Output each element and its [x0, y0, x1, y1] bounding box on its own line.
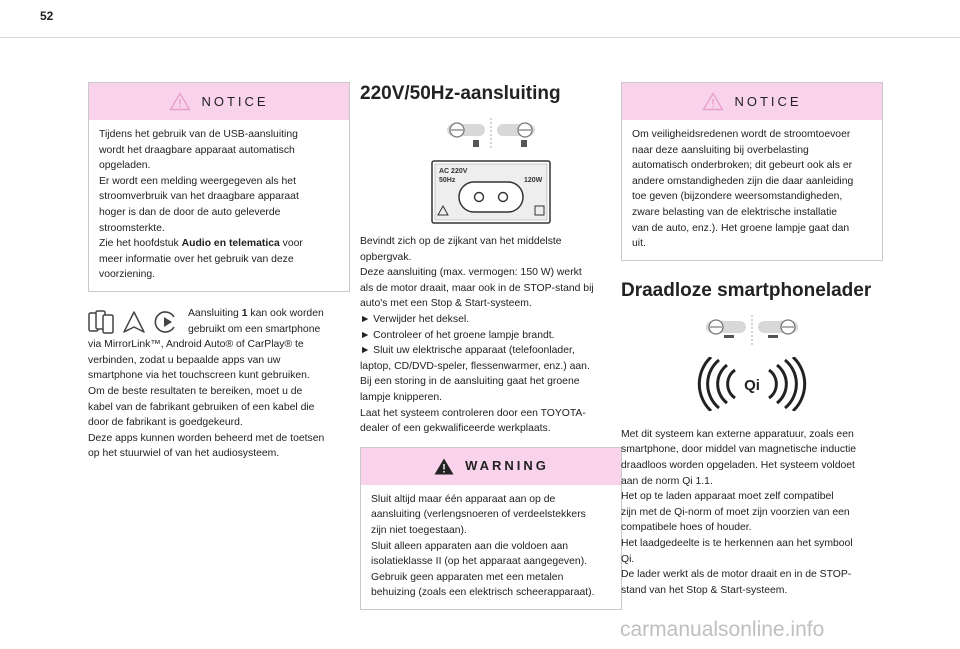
text-line: Deze apps kunnen worden beheerd met de toetsen — [88, 432, 325, 444]
text-line: gebruikt om een smartphone — [188, 323, 321, 335]
text-line: stroomsterkte. — [99, 222, 165, 234]
warning-triangle-icon — [169, 92, 191, 111]
watermark-link[interactable]: carmanualsonline.info — [620, 618, 825, 641]
section-heading: Draadloze smartphonelader — [621, 279, 872, 301]
power-socket-icon — [431, 160, 551, 224]
wireless-charging-icon — [697, 357, 807, 411]
text-line: isolatieklasse II (op het apparaat aangegeven). — [371, 556, 588, 568]
text-line: opgeladen. — [99, 160, 151, 172]
text-line: voorziening. — [99, 269, 156, 281]
text-line: Het op te laden apparaat moet zelf compatibel — [621, 491, 834, 503]
notice-body — [622, 120, 882, 260]
text-line: Met dit systeem kan externe apparatuur, zoals een — [621, 428, 854, 440]
text-line: via MirrorLink™, Android Auto® of CarPlay® te — [88, 339, 304, 351]
warning-header — [361, 448, 621, 485]
text-line: Laat het systeem controleren door een TOYOTA- — [360, 407, 586, 419]
dashboard-icon — [411, 116, 571, 152]
text-line: meer informatie over het gebruik van deze — [99, 253, 294, 265]
text-span: Aansluiting — [188, 307, 242, 319]
text-line: De lader werkt als de motor draait en in de STOP- — [621, 569, 852, 581]
text-line: naar deze aansluiting bij overbelasting — [632, 144, 809, 156]
text-line: Het laadgedeelte is te herkennen aan het symbool — [621, 537, 853, 549]
warning-body — [361, 485, 621, 609]
column-left — [88, 82, 350, 462]
text-line: kabel van de fabrikant gebruiken of een kabel die — [88, 401, 315, 413]
text-line: op het stuurwiel of van het audiosysteem. — [88, 448, 280, 460]
text-line: behuizing (zoals een elektrisch scheerapparaat). — [371, 587, 595, 599]
warning-title: WARNING — [465, 458, 549, 474]
list-item: ► Controleer of het groene lampje brandt. — [360, 329, 555, 341]
text-span: voor — [279, 238, 303, 250]
text-line: hoger is dan de door de auto geleverde — [99, 206, 281, 218]
carplay-icon — [154, 310, 178, 334]
socket-number: 1 — [241, 307, 248, 319]
text-line: compatibele hoes of houder. — [621, 522, 752, 534]
socket-diagram — [360, 160, 622, 224]
socket-label-watt: 120W — [524, 177, 543, 184]
warning-box — [360, 447, 622, 610]
notice-box — [621, 82, 883, 261]
text-line: smartphone, door middel van magnetische inductie — [621, 444, 857, 456]
text-span: Zie het hoofdstuk — [99, 238, 182, 250]
text-line: Sluit alleen apparaten aan die voldoen aan — [371, 540, 569, 552]
notice-box — [88, 82, 350, 292]
text-line: Gebruik geen apparaten met een metalen — [371, 571, 564, 583]
dashboard-location-diagram — [621, 313, 883, 347]
socket-label-ac: AC 220V — [439, 168, 468, 175]
text-line: als de motor draait, maar ook in de STOP-stand bij — [360, 282, 594, 294]
chapter-link-text: Audio en telematica — [181, 238, 280, 250]
text-line: auto's met een Stop & Start-systeem. — [360, 298, 532, 310]
wireless-charger-text — [621, 427, 883, 599]
text-line: aansluiting (verlengsnoeren of verdeelstekkers — [371, 509, 586, 521]
list-item: ► Verwijder het deksel. — [360, 313, 470, 325]
notice-header — [89, 83, 349, 120]
text-line: draadloos worden opgeladen. Het systeem voldoet — [621, 459, 855, 471]
smartphone-section — [88, 306, 350, 462]
text-line: Sluit altijd maar één apparaat aan op de — [371, 493, 556, 505]
socket-instructions — [360, 234, 622, 437]
page-number: 52 — [40, 9, 54, 23]
section-heading: 220V/50Hz-aansluiting — [360, 83, 561, 104]
text-line: opbergvak. — [360, 251, 412, 263]
text-line: Tijdens het gebruik van de USB-aansluiting — [99, 129, 298, 140]
text-line: Bevindt zich op de zijkant van het middelste — [360, 236, 562, 247]
connectivity-icons — [88, 310, 178, 334]
text-line: lampje knipperen. — [360, 391, 443, 403]
text-line: andere omstandigheden zijn die daar aanleiding — [632, 175, 854, 187]
text-line: uit. — [632, 238, 646, 250]
text-line: toe geven (bijzondere weersomstandigheden, — [632, 191, 843, 203]
text-line: Bij een storing in de aansluiting gaat het groene — [360, 376, 580, 388]
text-line: automatisch onderbroken; dit gebeurt ook als er — [632, 160, 853, 172]
text-line: dealer of een gekwalificeerde werkplaats. — [360, 423, 551, 435]
notice-body — [89, 120, 349, 291]
text-line: smartphone via het touchscreen kunt gebruiken. — [88, 370, 310, 382]
warning-triangle-icon — [433, 457, 455, 476]
text-line: stand van het Stop & Start-systeem. — [621, 584, 788, 596]
chapter-reference — [99, 236, 340, 252]
text-line: Qi. — [621, 553, 635, 565]
text-line: verbinden, zodat u bepaalde apps van uw — [88, 354, 281, 366]
socket-label-hz: 50Hz — [439, 177, 456, 184]
notice-header — [622, 83, 882, 120]
mirrorlink-icon — [88, 310, 114, 334]
text-line: zijn met de Qi-norm of moet zijn voorzien van een — [621, 506, 850, 518]
column-middle — [360, 82, 622, 610]
text-span: kan ook worden — [247, 307, 324, 319]
notice-title: NOTICE — [734, 93, 802, 109]
qi-symbol — [621, 357, 883, 411]
text-line: stroomverbruik van het draagbare apparaat — [99, 191, 299, 203]
text-line: door de fabrikant is goedgekeurd. — [88, 417, 243, 429]
header-divider — [0, 37, 960, 38]
text-line: laptop, CD/DVD-speler, flessenwarmer, enz.) aan. — [360, 360, 590, 372]
list-item: ► Sluit uw elektrische apparaat (telefoonlader, — [360, 345, 575, 357]
text-line: aan de norm Qi 1.1. — [621, 475, 713, 487]
text-line: zware belasting van de elektrische installatie — [632, 206, 838, 218]
text-line: Er wordt een melding weergegeven als het — [99, 175, 296, 187]
qi-label: Qi — [744, 376, 760, 394]
text-line: van de auto, enz.). Het groene lampje gaat dan — [632, 222, 850, 234]
text-line: Om de beste resultaten te bereiken, moet u de — [88, 385, 303, 397]
warning-triangle-icon — [702, 92, 724, 111]
text-line: Deze aansluiting (max. vermogen: 150 W) werkt — [360, 267, 582, 279]
text-line: zijn niet toegestaan). — [371, 524, 467, 536]
notice-title: NOTICE — [201, 93, 269, 109]
text-line: wordt het draagbare apparaat automatisch — [99, 144, 295, 156]
dashboard-icon — [672, 313, 832, 347]
text-line: Om veiligheidsredenen wordt de stroomtoevoer — [632, 129, 851, 140]
dashboard-location-diagram — [360, 116, 622, 152]
column-right — [621, 82, 883, 598]
android-auto-icon — [122, 310, 146, 334]
